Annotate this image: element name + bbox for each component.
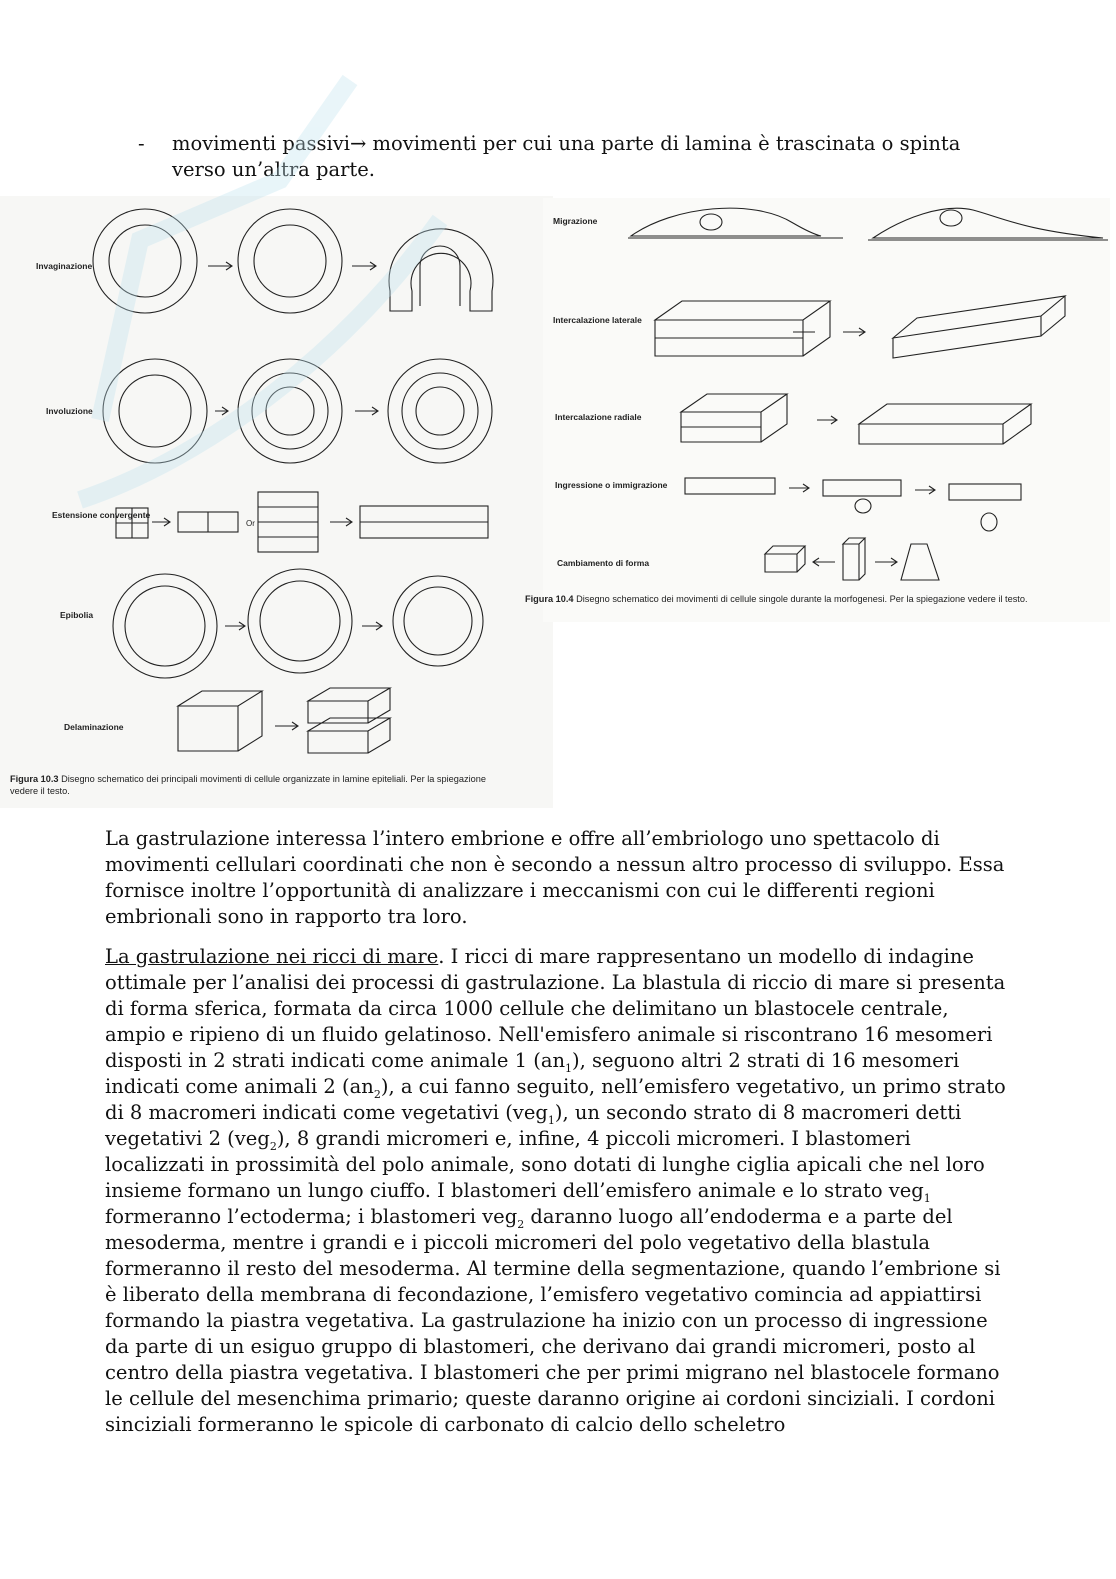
paragraph-1: La gastrulazione interessa l’intero embrione e offre all’embriologo uno spettacolo di movimenti cellulari coordinati che non è secondo a nessun altro processo di sviluppo. Essa fornisce inoltre l’opportunità di analizzare i meccanismi con cui le differenti regioni embrionali sono in rapporto tra loro. [105,827,1005,928]
label-ingressione: Ingressione o immigrazione [555,480,668,490]
caption-10-3-line1: Figura 10.3 Disegno schematico dei principali movimenti di cellule organizzate in lamine epiteliali. Per la spiegazione [10,774,486,784]
label-delaminazione: Delaminazione [64,722,124,732]
label-invaginazione: Invaginazione [36,261,93,271]
bullet-item [138,131,998,183]
caption-10-3-line2: vedere il testo. [10,786,70,796]
caption-10-4: Figura 10.4 Disegno schematico dei movimenti di cellule singole durante la morfogenesi. Per la spiegazione vedere il testo. [525,594,1028,604]
bullet-dash: - [138,132,145,155]
figure-10-3-drawing [0,196,553,808]
paragraph-2: La gastrulazione nei ricci di mare. I ricci di mare rappresentano un modello di indagine ottimale per l’analisi dei processi di gastrulazione. La blastula di riccio di mare si presenta di forma sferica, formata da circa 1000 cellule che delimitano un blastocele centrale, ampio e ripieno di un fluido gelatinoso. Nell'emisfero animale si riscontrano 16 mesomeri disposti in 2 strati indicati come animale 1 $(an_1)$, seguono altri 2 strati di 16 mesomeri indicati come animali 2 $(an_2)$, a cui fanno seguito, nell’emisfero vegetativo, un primo strato di 8 macromeri indicati come vegetativi (veg$_1$), un secondo strato di 8 macromeri detti vegetativi 2 (veg$_2$), 8 grandi micromeri e, infine, 4 piccoli micromeri. I blastomeri localizzati in prossimità del polo animale, sono dotati di lunghe ciglia apicali che nel loro insieme formano un lungo ciuffo. I blastomeri dell’emisfero animale e lo strato veg$_1$ formeranno l’ectoderma; i blastomeri veg$_2$ daranno luogo all’endoderma e a parte del mesoderma, mentre i grandi e i piccoli micromeri del polo vegetativo della blastula formeranno il resto del mesoderma. Al termine della segmentazione, quando l’embrione si è liberato della membrana di fecondazione, l’emisfero vegetativo comincia ad appiattirsi formando la piastra vegetativa. La gastrulazione ha inizio con un processo di ingressione da parte di un esiguo gruppo di blastomeri, che derivano dai grandi micromeri, posto al centro della piastra vegetativa. I blastomeri che per primi migrano nel blastocele formano le cellule del mesenchima primario; queste daranno origine ai cordoni sinciziali. I cordoni sinciziali formeranno le spicole di carbonato di calcio dello scheletro [105,945,1006,1436]
label-intercalazione-laterale: Intercalazione laterale [553,315,642,325]
label-migrazione: Migrazione [553,216,598,226]
section-heading: La gastrulazione nei ricci di mare [105,945,439,968]
arrow-icon: → [349,132,367,155]
label-involuzione: Involuzione [46,406,93,416]
bullet-text: movimenti passivi→ movimenti per cui una parte di lamina è trascinata o spinta verso un’altra parte. [172,132,961,181]
figure-10-4 [525,198,1110,622]
label-epibolia: Epibolia [60,610,94,620]
label-or: Or [246,519,255,528]
label-cambiamento-di-forma: Cambiamento di forma [557,558,650,568]
figure-10-4-drawing [525,198,1110,622]
figure-10-3 [0,196,553,808]
label-estensione-convergente: Estensione convergente [52,510,151,520]
label-intercalazione-radiale: Intercalazione radiale [555,412,642,422]
